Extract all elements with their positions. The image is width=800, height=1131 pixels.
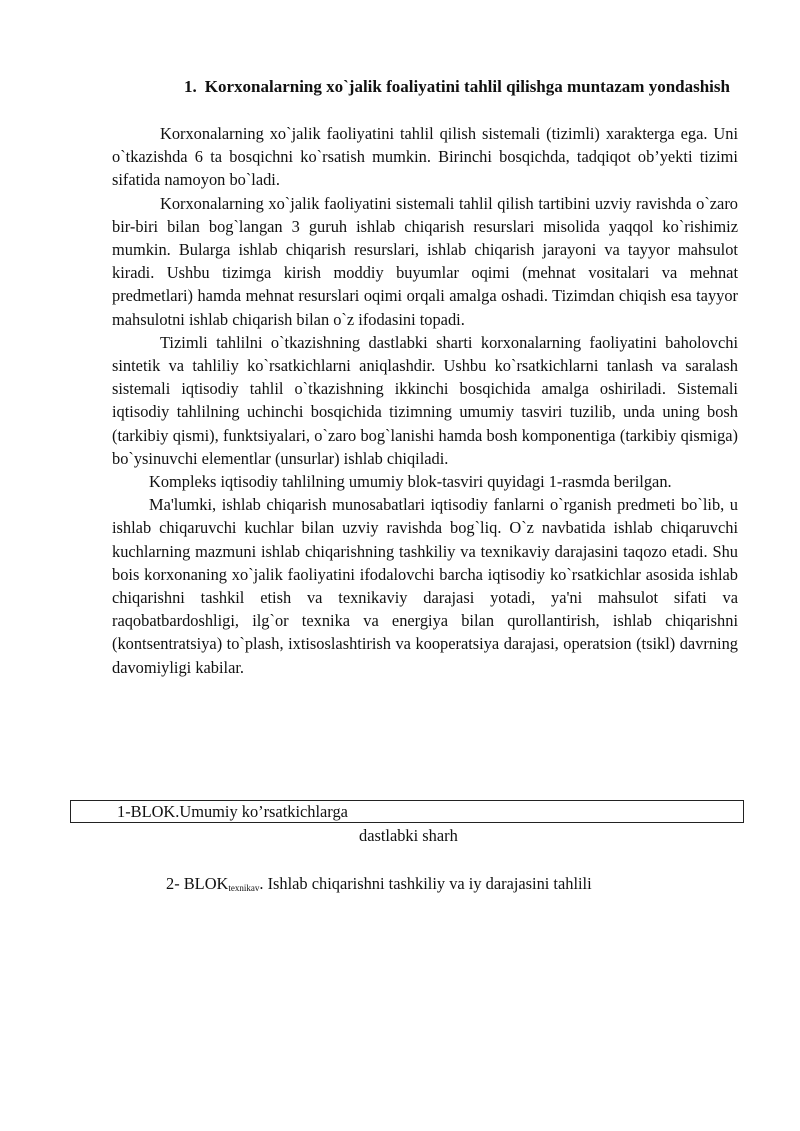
paragraph-1: Korxonalarning xo`jalik faoliyatini tahlil qilish sistemali (tizimli) xarakterga ega. Uni o`tkazishda 6 ta bosqichni ko`rsatish mumkin. Birinchi bosqichda, tadqiqot ob’yekti tizimi sifatida namoyon bo`ladi. <box>112 124 738 190</box>
section-number: 1. <box>184 77 197 96</box>
section-title: Korxonalarning xo`jalik foaliyatini tahlil qilishga muntazam yondashish <box>204 77 730 96</box>
block-1-continuation: dastlabki sharh <box>359 826 458 845</box>
block-2-label <box>166 874 592 898</box>
paragraph-3: Tizimli tahlilni o`tkazishning dastlabki sharti korxonalarning faoliyatini baholovchi sintetik va tahliliy ko`rsatkichlarni aniqlashdir. Ushbu ko`rsatkichlarni tanlash va saralash sistemali iqtisodiy tahlil o`tkazishning ikkinchi bosqichida amalga oshiriladi. Sistemali iqtisodiy tahlilning uchinchi bosqichida tizimning umumiy tasviri tuzilib, unda uning bosh (tarkibiy qismi), funktsiyalari, o`zaro bog`lanishi hamda bosh komponentiga (tarkibiy qismiga) bo`ysinuvchi elementlar (unsurlar) ishlab chiqiladi. <box>112 332 738 468</box>
body-text <box>112 122 738 679</box>
paragraph-5: Ma'lumki, ishlab chiqarish munosabatlari iqtisodiy fanlarni o`rganish predmeti bo`lib, u ishlab chiqaruvchi kuchlar bilan uzviy ravishda bog`liq. O`z navbatida ishlab chiqaruvchi kuchlarning mazmuni ishlab chiqarishning tashkiliy va texnikaviy darajasini taqozo etadi. Shu bois korxonaning xo`jalik faoliyatini ifodalovchi barcha iqtisodiy ko`rsatkichlar asosida ishlab chiqarishni tashkil etish va texnikaviy darajasi yotadi, ya'ni mahsulot sifati va raqobatbardoshligi, ilg`or texnika va energiya bilan qurollantirish, ishlab chiqarishni (kontsentratsiya) to`plash, ixtisoslashtirish va kooperatsiya darajasi, operatsion (tsikl) davrning davomiyligi kabilar. <box>112 495 738 677</box>
paragraph-4: Kompleks iqtisodiy tahlilning umumiy blok-tasviri quyidagi 1-rasmda berilgan. <box>149 472 672 492</box>
block-1-box <box>70 800 744 823</box>
section-heading <box>170 76 738 98</box>
block-1-label: 1-BLOK.Umumiy ko’rsatkichlarga <box>117 802 348 821</box>
block-2-subscript: texnikav <box>228 883 260 893</box>
block-2-prefix: 2- BLOK <box>166 874 229 893</box>
paragraph-2: Korxonalarning xo`jalik faoliyatini sistemali tahlil qilish tartibini uzviy ravishda o`zaro bir-biri bilan bog`langan 3 guruh ishlab chiqarish resurslari misolida yaqqol ko`rishimiz mumkin. Bularga ishlab chiqarish resurslari, ishlab chiqarish jarayoni va tayyor mahsulot kiradi. Ushbu tizimga kirish moddiy buyumlar oqimi (mehnat vositalari va mehnat predmetlari) hamda mehnat resurslari oqimi orqali amalga oshadi. Tizimdan chiqish esa tayyor mahsulotni ishlab chiqarish bilan o`z ifodasini topadi. <box>112 193 738 329</box>
block-2-suffix: . Ishlab chiqarishni tashkiliy va iy darajasini tahlili <box>259 874 592 893</box>
